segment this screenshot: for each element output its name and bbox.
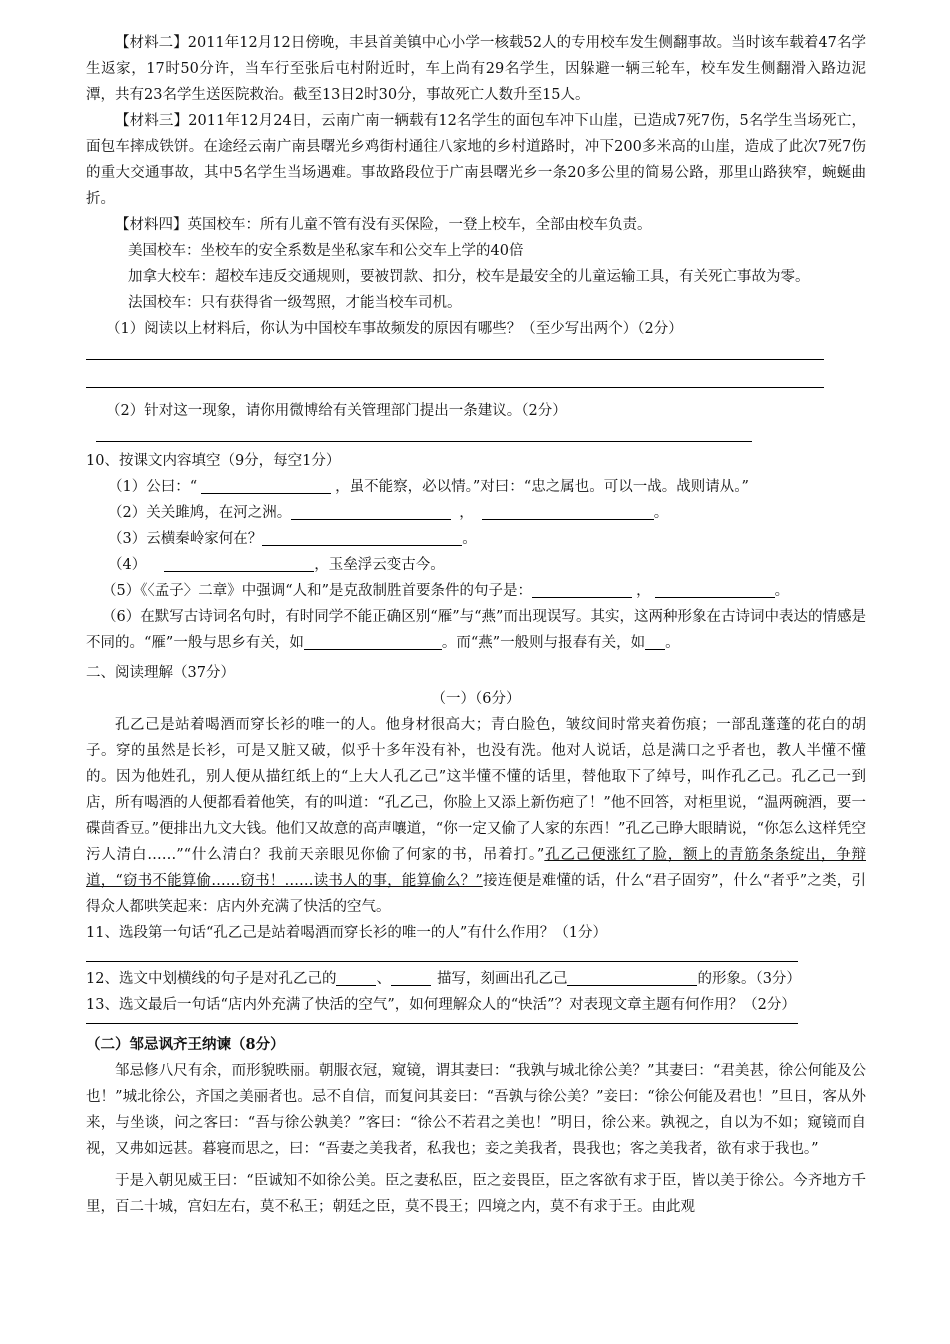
q10-2-sep: ， xyxy=(459,505,474,521)
question-9-2: （2）针对这一现象，请你用微博给有关管理部门提出一条建议。（2分） xyxy=(106,403,567,419)
material-four-uk: 【材料四】英国校车：所有儿童不管有没有买保险，一登上校车，全部由校车负责。 xyxy=(115,217,652,233)
blank-10-5b[interactable] xyxy=(655,581,775,598)
question-10-5 xyxy=(86,578,866,604)
question-13: 13、选文最后一句话“店内外充满了快活的空气”，如何理解众人的“快活”？对表现文章主题有何作用？（2分） xyxy=(86,997,796,1013)
zouji-paragraph-2: 于是入朝见威王曰：“臣诚知不如徐公美。臣之妻私臣，臣之妾畏臣，臣之客欲有求于臣，皆以美于徐公。今齐地方千里，百二十城，宫妇左右，莫不私王；朝廷之臣，莫不畏王；四境之内，莫不有求于王。由此观 xyxy=(86,1173,866,1215)
answer-line-13[interactable] xyxy=(86,1022,798,1024)
zouji-paragraph-1: 邹忌修八尺有余，而形貌昳丽。朝服衣冠，窥镜，谓其妻曰：“我孰与城北徐公美？”其妻曰：“君美甚，徐公何能及公也！”城北徐公，齐国之美丽者也。忌不自信，而复问其妾曰：“吾孰与徐公美？”妾曰：“徐公何能及君也！”旦日，客从外来，与坐谈，问之客曰：“吾与徐公孰美？”客曰：“徐公不若君之美也！”明日，徐公来。孰视之，自以为不如；窥镜而自视，又弗如远甚。暮寝而思之，曰：“吾妻之美我者，私我也；妾之美我者，畏我也；客之美我者，欲有求于我也。” xyxy=(86,1063,866,1157)
blank-10-2a[interactable] xyxy=(291,503,451,520)
question-10-2 xyxy=(86,500,866,526)
material-four-fr: 法国校车：只有获得省一级驾照，才能当校车司机。 xyxy=(128,295,462,311)
material-four-us: 美国校车：坐校车的安全系数是坐私家车和公交车上学的40倍 xyxy=(128,243,524,259)
material-three: 【材料三】2011年12月24日，云南广南一辆载有12名学生的面包车冲下山崖，已造成7死7伤，5名学生当场死亡，面包车摔成铁饼。在途经云南广南县曙光乡鸡街村通往八家地的乡村道路时，冲下200多米高的山崖，造成了此次7死7伤的重大交通事故，其中5名学生当场遇难。事故路段位于广南县曙光乡一条20多公里的简易公路，那里山路狭窄，蜿蜒曲折。 xyxy=(86,113,866,207)
section-two-title: 二、阅读理解（37分） xyxy=(86,665,235,681)
question-10-6 xyxy=(86,604,866,656)
material-four-ca-text: 加拿大校车：超校车违反交通规则，要被罚款、扣分，校车是最安全的儿童运输工具，有关死亡事故为零。 xyxy=(128,269,810,285)
q10-6-end: 。 xyxy=(665,635,680,651)
material-four-ca xyxy=(86,264,866,290)
question-10-4 xyxy=(86,552,866,578)
question-10-1 xyxy=(86,474,866,500)
q10-5-sep: ， xyxy=(636,583,651,599)
answer-line-9-1[interactable] xyxy=(86,358,824,360)
question-10-title: 10、按课文内容填空（9分，每空1分） xyxy=(86,453,341,469)
q10-3-end: 。 xyxy=(462,531,477,547)
q10-5-end: 。 xyxy=(774,583,790,599)
passage-after: 接连便是难懂的话，什么“君子固穷”，什么“者乎”之类，引得众人都哄笑起来：店内外充满了快活的空气。 xyxy=(86,873,867,915)
blank-10-6a[interactable] xyxy=(304,633,442,650)
part-one-header: （一）（6分） xyxy=(431,691,521,707)
blank-12b[interactable] xyxy=(391,969,431,986)
exam-page xyxy=(86,30,866,1220)
blank-12a[interactable] xyxy=(336,969,376,986)
q12-c: 描写，刻画出孔乙己 xyxy=(436,971,568,987)
blank-10-2b[interactable] xyxy=(482,503,654,520)
passage-before: 孔乙己是站着喝酒而穿长衫的唯一的人。他身材很高大；青白脸色，皱纹间时常夹着伤痕；一部乱蓬蓬的花白的胡子。穿的虽然是长衫，可是又脏又破，似乎十多年没有补，也没有洗。他对人说话，总是满口之乎者也，教人半懂不懂的。因为他姓孔，别人便从描红纸上的“上大人孔乙己”这半懂不懂的话里，替他取下了绰号，叫作孔乙己。孔乙己一到店，所有喝酒的人便都看着他笑，有的叫道：“孔乙己，你脸上又添上新伤疤了！”他不回答，对柜里说，“温两碗酒，要一碟茴香豆。”便排出九文大钱。他们又故意的高声嚷道，“你一定又偷了人家的东西！”孔乙己睁大眼睛说，“你怎么这样凭空污人清白……”“什么清白？我前天亲眼见你偷了何家的书，吊着打。” xyxy=(86,717,866,863)
material-two: 【材料二】2011年12月12日傍晚，丰县首美镇中心小学一核载52人的专用校车发生侧翻事故。当时该车载着47名学生返家，17时50分许，当车行至张后屯村附近时，车上尚有29名学生，因躲避一辆三轮车，校车发生侧翻滑入路边泥潭，共有23名学生送医院救治。截至13日2时30分，事故死亡人数升至15人。 xyxy=(86,35,866,103)
q12-b: 、 xyxy=(376,971,391,987)
blank-10-4[interactable] xyxy=(164,555,314,572)
blank-10-3[interactable] xyxy=(262,529,462,546)
q10-1-suffix: ，虽不能察，必以情。”对曰：“忠之属也。可以一战。战则请从。” xyxy=(335,479,749,495)
kong-yiji-passage xyxy=(86,712,866,920)
q10-5-prefix: （5）《〈孟子〉二章》中强调“人和”是克敌制胜首要条件的句子是： xyxy=(102,583,533,599)
underlined-sentence: 孔乙己便涨红了脸，额上的青筋条条绽出，争辩道，“窃书不能算偷……窃书！……读书人的事，能算偷么？” xyxy=(86,847,866,889)
q10-6-prefix: （6）在默写古诗词名句时，有时同学不能正确区别“雁”与“燕”而出现误写。其实，这两种形象在古诗词中表达的情感是不同的。“雁”一般与思乡有关，如 xyxy=(86,609,866,651)
blank-12c[interactable] xyxy=(567,969,697,986)
q10-2-end: 。 xyxy=(653,505,669,521)
blank-10-6b[interactable] xyxy=(645,633,665,650)
part-two-title: （二）邹忌讽齐王纳谏（8分） xyxy=(86,1036,285,1053)
question-10-3 xyxy=(86,526,866,552)
blank-10-5a[interactable] xyxy=(532,581,632,598)
q12-d: 的形象。（3分） xyxy=(697,971,801,987)
q10-1-prefix: （1）公曰：“ xyxy=(108,479,198,495)
q12-a: 12、选文中划横线的句子是对孔乙己的 xyxy=(86,971,337,987)
question-11: 11、选段第一句话“孔乙己是站着喝酒而穿长衫的唯一的人”有什么作用？（1分） xyxy=(86,925,607,941)
q10-2-prefix: （2）关关雎鸠，在河之洲。 xyxy=(108,505,292,521)
q10-6-mid: 。而“燕”一般则与报春有关，如 xyxy=(441,635,646,651)
q10-3-prefix: （3）云横秦岭家何在？ xyxy=(108,531,263,547)
q10-4-suffix: ，玉垒浮云变古今。 xyxy=(314,557,445,573)
q10-4-prefix: （4） xyxy=(108,557,147,573)
blank-10-1[interactable] xyxy=(201,477,331,494)
question-9-1: （1）阅读以上材料后，你认为中国校车事故频发的原因有哪些？（至少写出两个）（2分） xyxy=(106,321,683,337)
question-12 xyxy=(86,966,866,992)
answer-line-11[interactable] xyxy=(86,960,798,962)
answer-line-9-2[interactable] xyxy=(96,440,752,442)
